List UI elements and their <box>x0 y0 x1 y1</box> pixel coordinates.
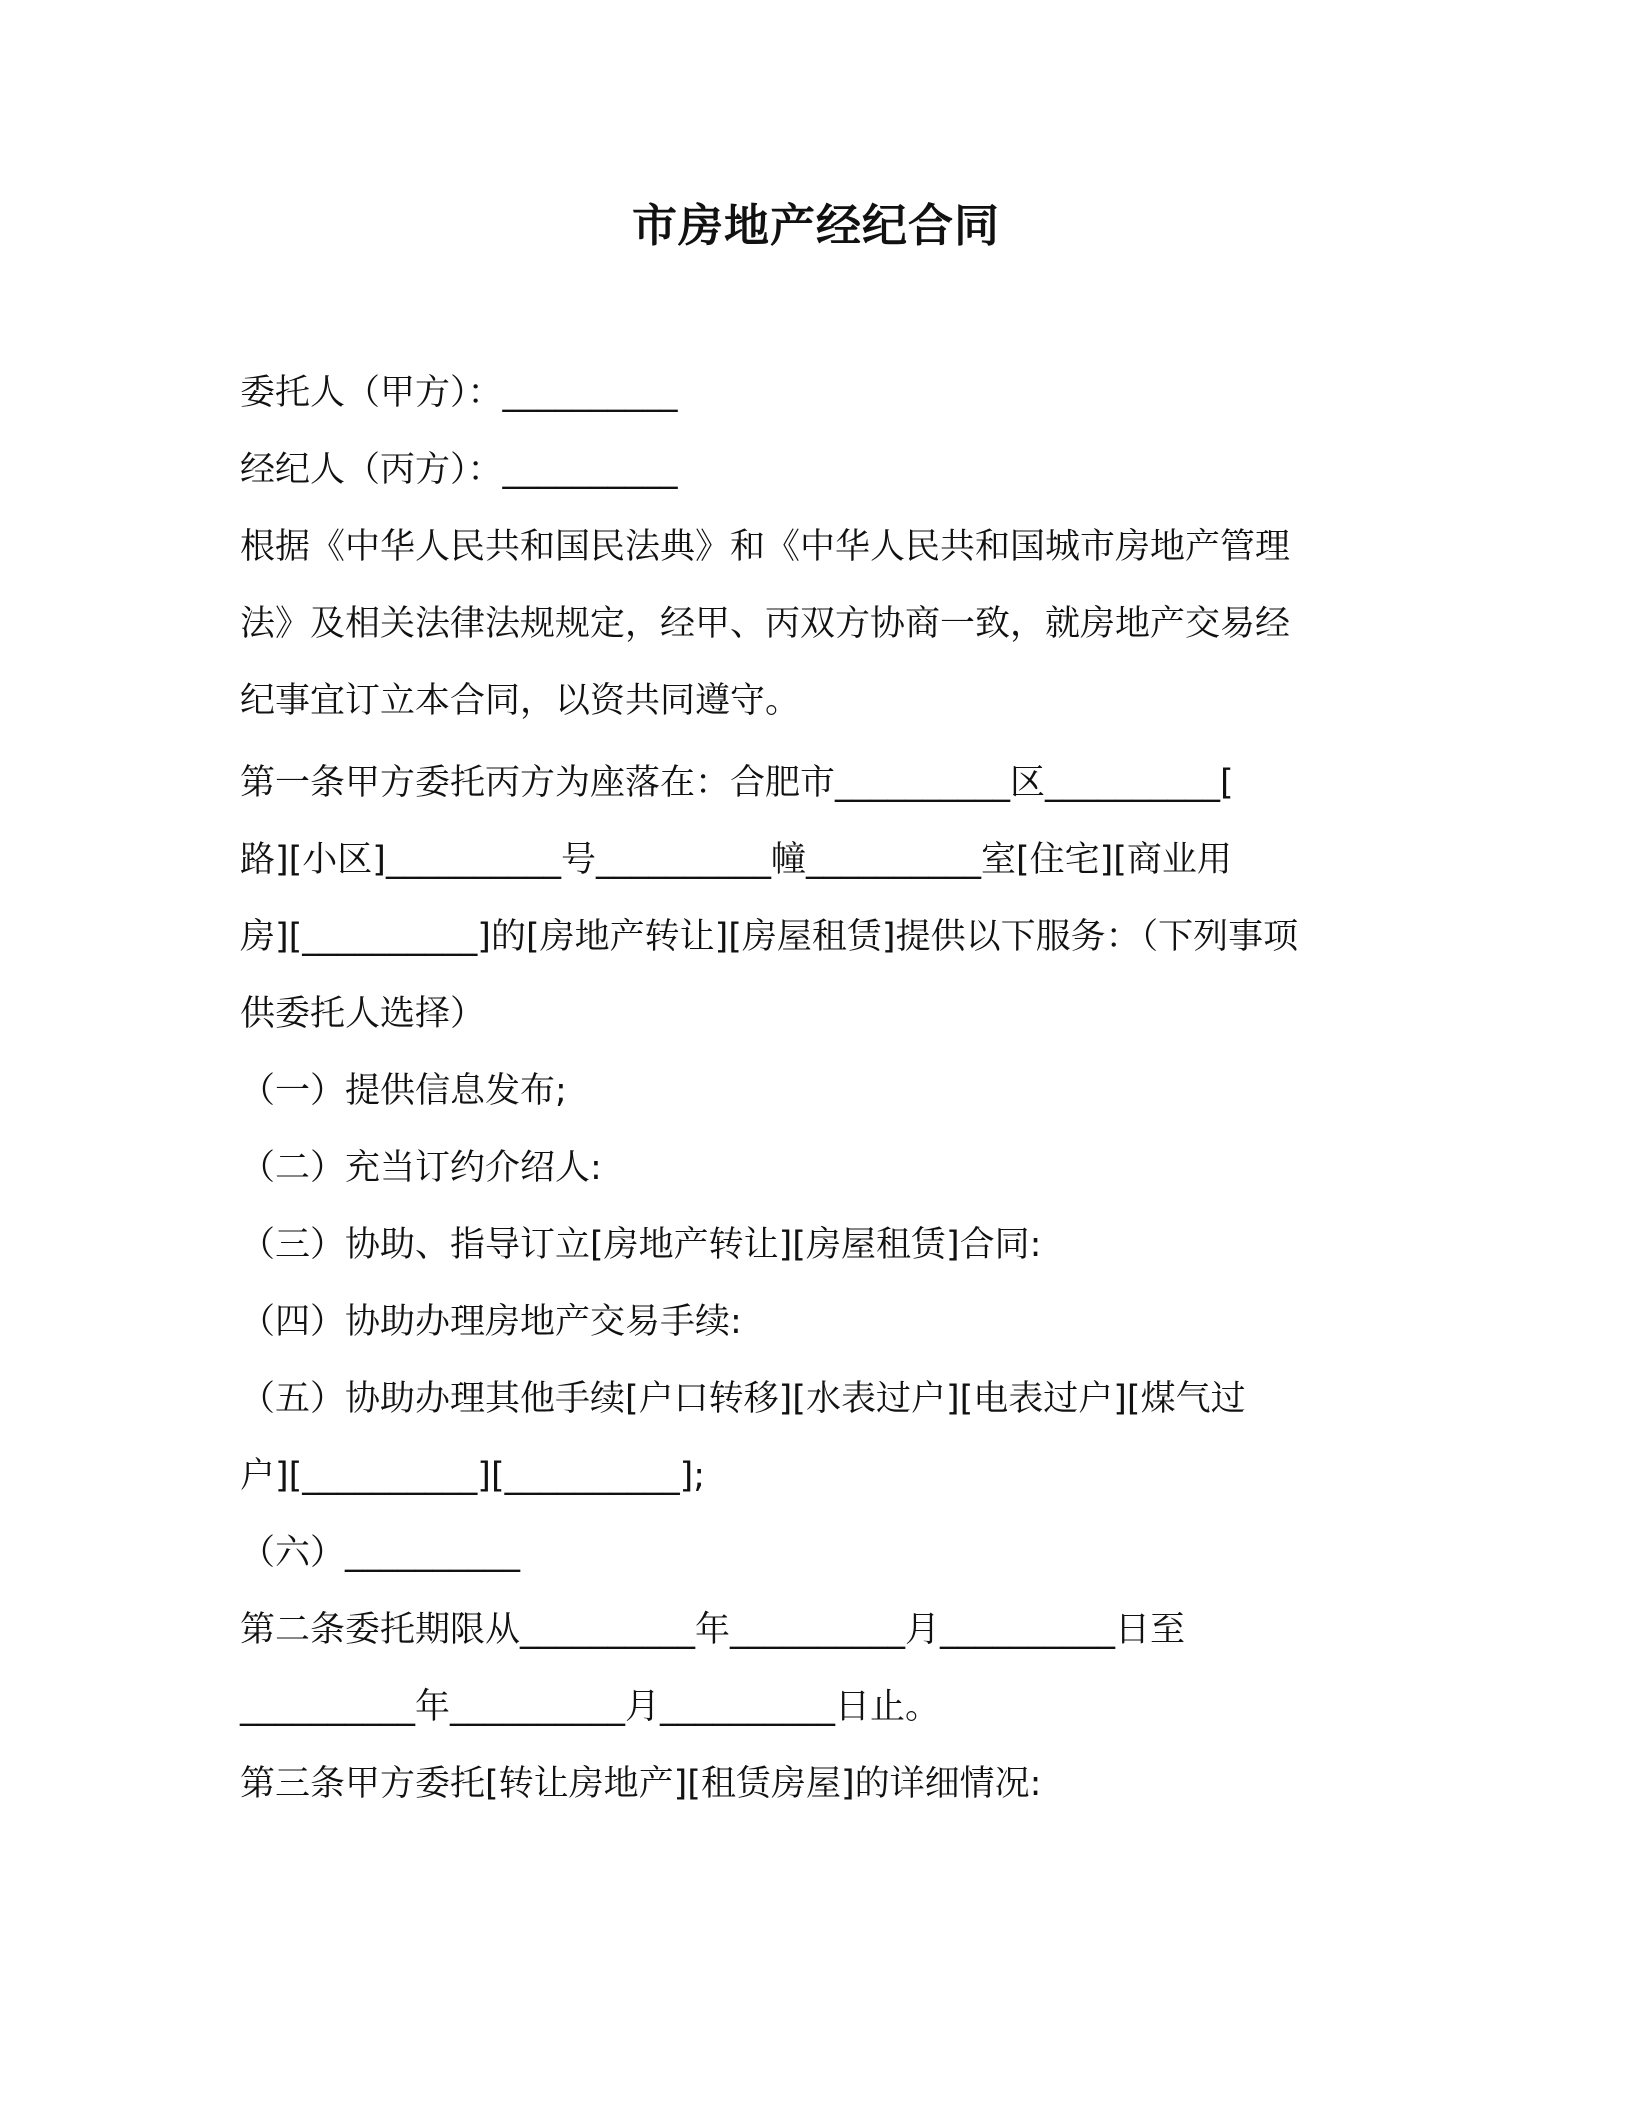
article-2-line-2: __________年__________月__________日止。 <box>240 1687 941 1727</box>
document-title: 市房地产经纪合同 <box>631 199 1000 252</box>
article-1-line-2: 路][小区]__________号__________幢__________室[住宅][商业用 <box>240 840 1232 880</box>
party-c-line: 经纪人（丙方）：__________ <box>240 450 678 490</box>
service-item-5-line-1: （五）协助办理其他手续[户口转移][水表过户][电表过户][煤气过 <box>240 1379 1246 1419</box>
service-item-3: （三）协助、指导订立[房地产转让][房屋租赁]合同: <box>240 1225 1042 1265</box>
service-item-1: （一）提供信息发布; <box>240 1071 567 1111</box>
article-1-line-3: 房][__________]的[房地产转让][房屋租赁]提供以下服务：（下列事项 <box>240 917 1299 957</box>
article-1-line-4: 供委托人选择） <box>240 994 486 1034</box>
article-1-line-1: 第一条甲方委托丙方为座落在：合肥市__________区__________[ <box>240 763 1234 803</box>
service-item-6: （六）__________ <box>240 1533 521 1573</box>
preamble-line-2: 法》及相关法律法规规定，经甲、丙双方协商一致，就房地产交易经 <box>240 604 1291 644</box>
service-item-4: （四）协助办理房地产交易手续: <box>240 1302 742 1342</box>
preamble-line-3: 纪事宜订立本合同，以资共同遵守。 <box>240 681 801 721</box>
article-3-line: 第三条甲方委托[转让房地产][租赁房屋]的详细情况: <box>240 1764 1042 1804</box>
service-item-2: （二）充当订约介绍人: <box>240 1148 602 1188</box>
article-2-line-1: 第二条委托期限从__________年__________月__________日至 <box>240 1610 1186 1650</box>
party-a-line: 委托人（甲方）：__________ <box>240 373 678 413</box>
preamble-line-1: 根据《中华人民共和国民法典》和《中华人民共和国城市房地产管理 <box>240 527 1291 567</box>
service-item-5-line-2: 户][__________][__________]; <box>240 1456 706 1496</box>
